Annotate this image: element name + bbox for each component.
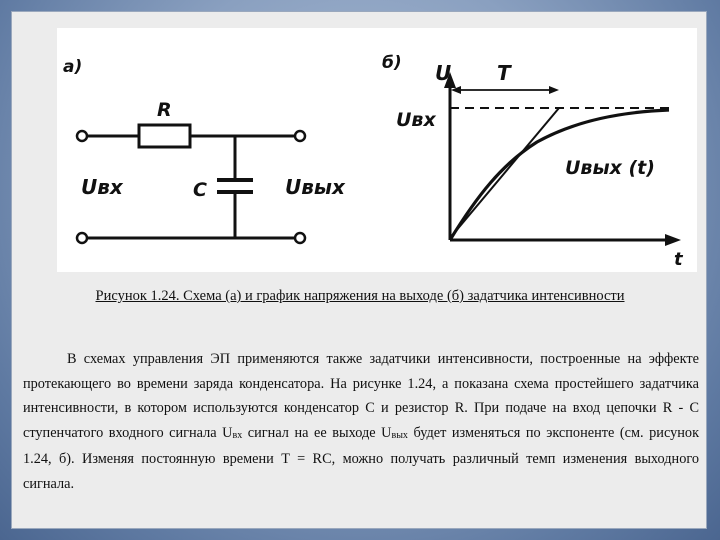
uin-level-label: Uвх (396, 109, 436, 131)
figure-svg (57, 28, 697, 272)
output-terminal-top (295, 131, 305, 141)
axis-t-arrow (665, 234, 681, 246)
paragraph-part-2: сигнал на ее выходе U (242, 424, 392, 441)
slide (12, 12, 706, 528)
figure-caption: Рисунок 1.24. Схема (а) и график напряжения на выходе (б) задатчика интенсивности (95, 288, 625, 304)
axis-t-label: t (674, 249, 683, 270)
figure-1-24 (57, 28, 697, 272)
input-label: Uвх (81, 175, 123, 199)
capacitor-label: C (193, 179, 207, 201)
resistor-label: R (157, 99, 172, 121)
resistor (139, 125, 190, 147)
input-terminal-bottom (77, 233, 87, 243)
subscript-in: вх (232, 429, 243, 441)
part-b-label: б) (382, 53, 402, 73)
paragraph-part-1: В схемах управления ЭП применяются также задатчики интенсивности, построенные на эффекте протекающего во времени заряда конденсатора. На рисунке 1.24, а показана схема простейшего задатчика интенсивности, в котором используются конденсатор C и резистор R. При подаче на вход цепочки R - C ступенчатого входного сигнала U (23, 351, 699, 441)
uout-curve-label: Uвых (t) (565, 157, 655, 179)
subscript-out: вых (391, 429, 408, 441)
output-label: Uвых (285, 175, 345, 199)
input-terminal-top (77, 131, 87, 141)
tangent-line (450, 108, 559, 238)
output-terminal-bottom (295, 233, 305, 243)
paragraph-part-3: будет изменяться по экспоненте (см. рисунок 1.24, б). Изменяя постоянную времени T = RC, можно получать различный темп изменения выходного сигнала. (23, 424, 700, 492)
time-constant-label: T (497, 61, 511, 85)
body-paragraph (23, 347, 699, 496)
part-a-label: а) (63, 57, 83, 77)
axis-u-label: U (435, 61, 452, 85)
